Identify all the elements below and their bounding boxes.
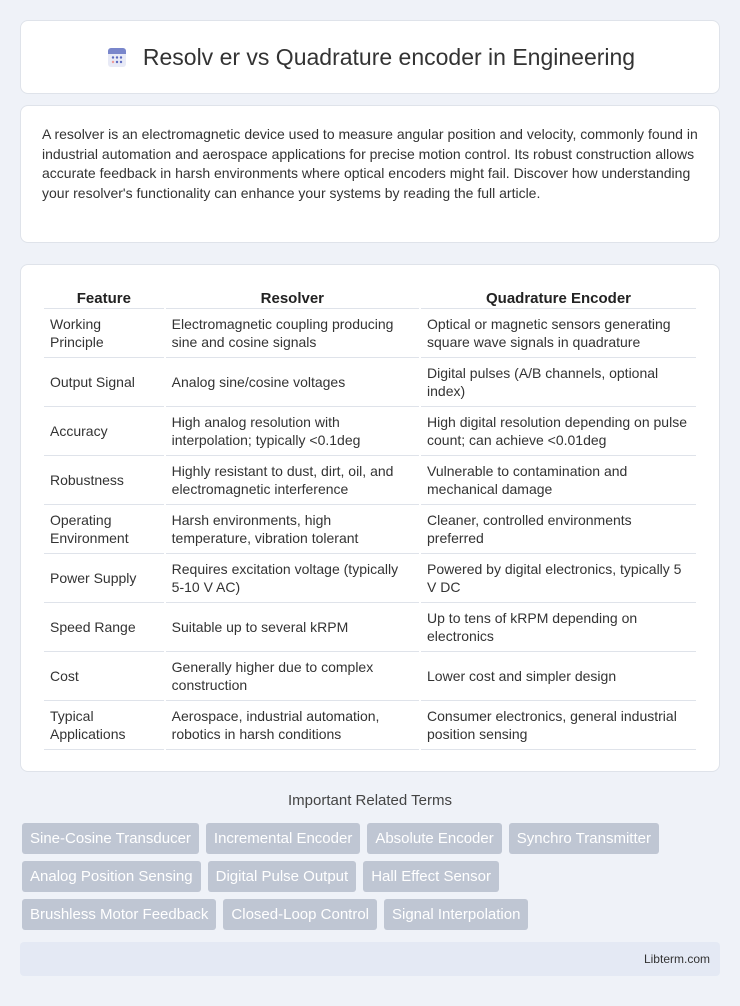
resolver-cell: Generally higher due to complex construction <box>166 652 419 701</box>
feature-cell: Working Principle <box>44 309 164 358</box>
resolver-cell: Electromagnetic coupling producing sine and cosine signals <box>166 309 419 358</box>
related-terms-title: Important Related Terms <box>288 792 452 809</box>
feature-cell: Typical Applications <box>44 701 164 750</box>
header-feature: Feature <box>44 285 164 309</box>
tag-closed-loop-control[interactable]: Closed-Loop Control <box>223 899 377 930</box>
header-quadrature-encoder: Quadrature Encoder <box>421 285 696 309</box>
feature-cell: Speed Range <box>44 603 164 652</box>
tag-incremental-encoder[interactable]: Incremental Encoder <box>206 823 360 854</box>
comparison-table <box>42 285 698 750</box>
encoder-cell: Powered by digital electronics, typically 5 V DC <box>421 554 696 603</box>
encoder-cell: Digital pulses (A/B channels, optional index) <box>421 358 696 407</box>
resolver-cell: Harsh environments, high temperature, vibration tolerant <box>166 505 419 554</box>
table-row <box>44 603 696 652</box>
feature-cell: Output Signal <box>44 358 164 407</box>
table-row <box>44 554 696 603</box>
tag-sine-cosine-transducer[interactable]: Sine-Cosine Transducer <box>22 823 199 854</box>
resolver-cell: Requires excitation voltage (typically 5-10 V AC) <box>166 554 419 603</box>
encoder-cell: Consumer electronics, general industrial position sensing <box>421 701 696 750</box>
table-row <box>44 309 696 358</box>
table-row <box>44 505 696 554</box>
tag-row <box>22 899 722 930</box>
resolver-cell: High analog resolution with interpolation; typically <0.1deg <box>166 407 419 456</box>
table-row <box>44 407 696 456</box>
feature-cell: Robustness <box>44 456 164 505</box>
table-row <box>44 456 696 505</box>
encoder-cell: Optical or magnetic sensors generating square wave signals in quadrature <box>421 309 696 358</box>
intro-card <box>20 105 720 243</box>
resolver-cell: Aerospace, industrial automation, robotics in harsh conditions <box>166 701 419 750</box>
resolver-cell: Analog sine/cosine voltages <box>166 358 419 407</box>
encoder-cell: Cleaner, controlled environments preferred <box>421 505 696 554</box>
page-title: Resolv er vs Quadrature encoder in Engineering <box>142 43 636 70</box>
feature-cell: Accuracy <box>44 407 164 456</box>
encoder-cell: Vulnerable to contamination and mechanical damage <box>421 456 696 505</box>
related-terms-tags <box>22 823 722 937</box>
feature-cell: Operating Environment <box>44 505 164 554</box>
comparison-table-card <box>20 264 720 772</box>
tag-signal-interpolation[interactable]: Signal Interpolation <box>384 899 528 930</box>
tag-analog-position-sensing[interactable]: Analog Position Sensing <box>22 861 201 892</box>
table-header-row <box>44 285 696 309</box>
tag-hall-effect-sensor[interactable]: Hall Effect Sensor <box>363 861 499 892</box>
document-calendar-icon <box>105 45 129 69</box>
tag-absolute-encoder[interactable]: Absolute Encoder <box>367 823 501 854</box>
encoder-cell: High digital resolution depending on pulse count; can achieve <0.01deg <box>421 407 696 456</box>
footer <box>20 942 720 976</box>
footer-site-link[interactable]: Libterm.com <box>643 952 710 966</box>
feature-cell: Cost <box>44 652 164 701</box>
table-row <box>44 652 696 701</box>
tag-row <box>22 861 722 892</box>
encoder-cell: Lower cost and simpler design <box>421 652 696 701</box>
table-row <box>44 701 696 750</box>
header-resolver: Resolver <box>166 285 419 309</box>
resolver-cell: Suitable up to several kRPM <box>166 603 419 652</box>
feature-cell: Power Supply <box>44 554 164 603</box>
tag-synchro-transmitter[interactable]: Synchro Transmitter <box>509 823 659 854</box>
tag-row <box>22 823 722 854</box>
tag-digital-pulse-output[interactable]: Digital Pulse Output <box>208 861 357 892</box>
table-row <box>44 358 696 407</box>
title-card <box>20 20 720 94</box>
encoder-cell: Up to tens of kRPM depending on electronics <box>421 603 696 652</box>
resolver-cell: Highly resistant to dust, dirt, oil, and electromagnetic interference <box>166 456 419 505</box>
intro-text: A resolver is an electromagnetic device used to measure angular position and velocity, commonly found in industrial automation and aerospace applications for precise motion control. Its robust construction allows accurate feedback in harsh environments where optical encoders might fail. Discover how understanding your resolver's functionality can enhance your systems by reading the full article. <box>42 126 698 201</box>
tag-brushless-motor-feedback[interactable]: Brushless Motor Feedback <box>22 899 216 930</box>
